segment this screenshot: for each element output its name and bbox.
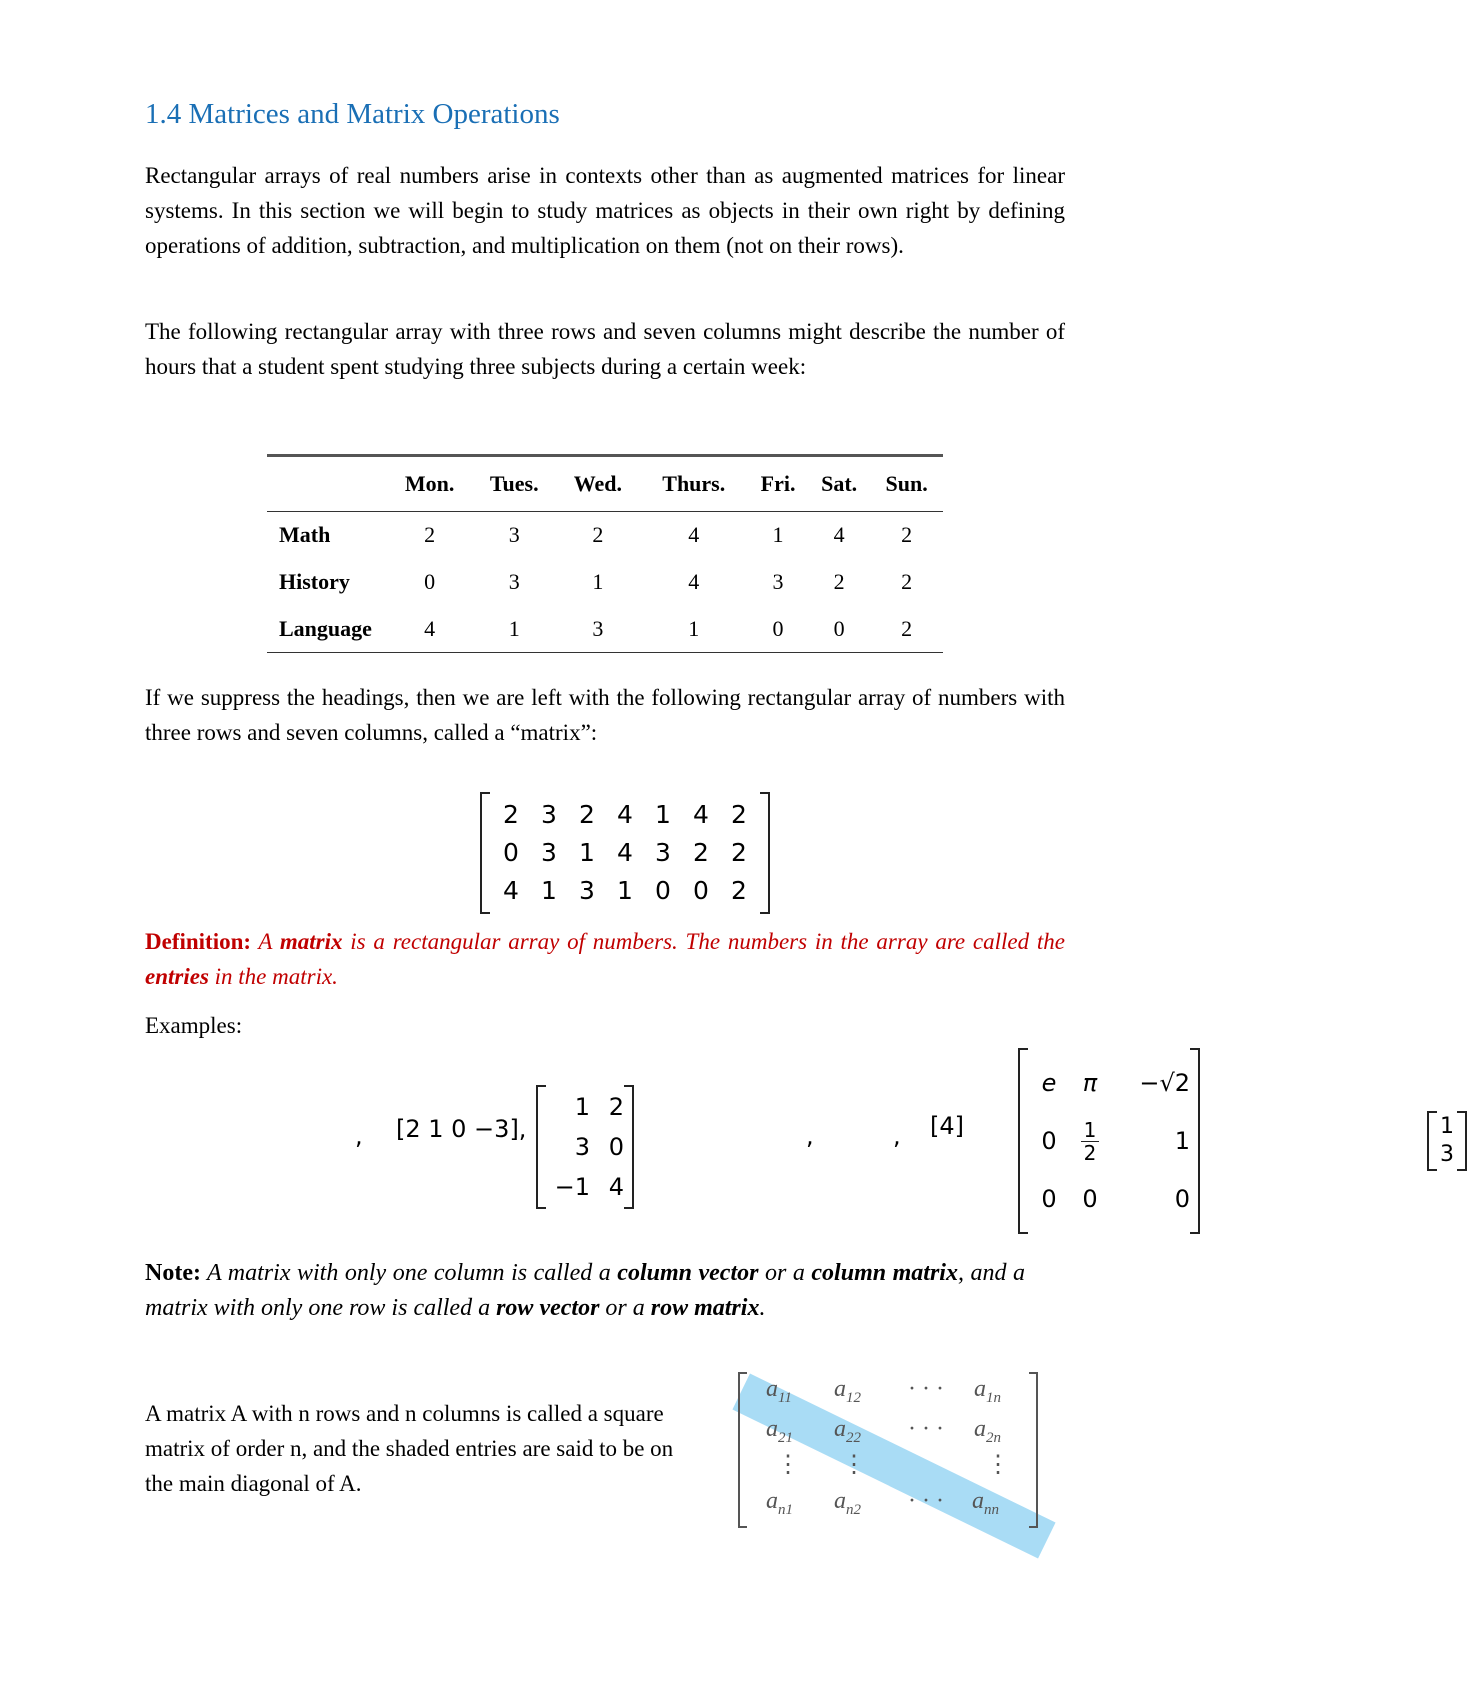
matrix-entry: 0	[655, 876, 671, 905]
matrix-entry: 3	[541, 838, 557, 867]
entry-a22: $a_{22}$	[834, 1416, 861, 1446]
table-row	[267, 606, 943, 653]
table-cell: 0	[833, 615, 845, 641]
table-cell: 2	[901, 522, 913, 548]
matrix-entry: 1	[617, 876, 633, 905]
matrix-entry: 2	[731, 800, 747, 829]
table-cell: 1	[592, 569, 604, 594]
table-cell: 2	[592, 522, 604, 548]
example-row-matrix: [2 1 0 −3],	[396, 1115, 527, 1143]
definition-label: Definition:	[145, 929, 252, 954]
term-matrix: matrix	[279, 929, 343, 954]
dots-v: ⋮	[776, 1452, 800, 1478]
hours-matrix	[480, 792, 770, 914]
table-cell: 1	[688, 615, 700, 641]
entry-an1: $a_{n1}$	[766, 1488, 793, 1518]
example-scalar-matrix: [4]	[930, 1112, 964, 1140]
study-hours-table	[267, 454, 943, 653]
col-header: Tues.	[489, 471, 539, 496]
table-cell: 2	[901, 569, 913, 594]
matrix-entry: 2	[503, 800, 519, 829]
fraction-one-half: $\frac{1}{2}$	[1070, 1112, 1110, 1170]
note-paragraph: Note: A matrix with only one column is called a column vector or a column matrix, and a matrix with only one row is called a row vector or a row matrix.	[145, 1260, 1026, 1321]
square-matrix-paragraph: A matrix A with n rows and n columns is called a square matrix of order n, and the shaded entries are said to be on the main diagonal of A.	[145, 1401, 674, 1496]
entry-an2: $a_{n2}$	[834, 1488, 861, 1518]
table-cell: 3	[592, 615, 604, 641]
col-header: Sat.	[821, 471, 858, 496]
section-heading: 1.4 Matrices and Matrix Operations	[145, 98, 560, 130]
matrix-entry: 2	[693, 838, 709, 867]
example-column-matrix: 1 3	[1427, 1111, 1467, 1171]
table-row	[267, 559, 943, 606]
table-cell: 4	[688, 522, 700, 548]
entry-a2n: $a_{2n}$	[974, 1416, 1001, 1446]
dots-v: ⋮	[842, 1452, 866, 1478]
matrix-entry: 1	[541, 876, 557, 905]
matrix-entry: 0	[693, 876, 709, 905]
col-header: Thurs.	[662, 471, 726, 496]
row-label: Language	[279, 615, 372, 641]
col-header: Mon.	[404, 471, 455, 496]
table-cell: 4	[833, 522, 845, 548]
term-entries: entries	[145, 964, 209, 989]
col-header: Wed.	[573, 471, 623, 496]
table-cell: 1	[772, 522, 784, 548]
note-label: Note:	[145, 1260, 201, 1286]
matrix-entry: 2	[579, 800, 595, 829]
example-matrix-3x3: e π −√2 0 $\frac{1}{2}$ 1 0 0 0	[1018, 1048, 1200, 1234]
entry-a21: $a_{21}$	[766, 1416, 793, 1446]
separator-comma: ,	[806, 1122, 814, 1150]
table-cell: 3	[508, 522, 520, 548]
matrix-entry: 3	[541, 800, 557, 829]
matrix-entry: 1	[655, 800, 671, 829]
table-row	[267, 512, 943, 559]
separator-comma: ,	[355, 1122, 363, 1150]
matrix-entry: 4	[617, 838, 633, 867]
table-cell: 3	[508, 569, 520, 594]
matrix-intro-paragraph: If we suppress the headings, then we are left with the following rectangular array of numbers with three rows and seven columns, called a “matrix”:	[145, 685, 1065, 745]
entry-a12: $a_{12}$	[834, 1376, 861, 1406]
examples-label: Examples:	[145, 1013, 243, 1038]
example-matrix-3x2: 1 2 3 0 −1 4	[536, 1085, 634, 1209]
square-matrix-figure	[738, 1372, 1038, 1528]
dots-h: · · ·	[908, 1376, 944, 1402]
matrix-entry: 1	[579, 838, 595, 867]
dots-h: · · ·	[908, 1416, 944, 1442]
table-cell: 4	[424, 615, 436, 641]
matrix-entry: 3	[579, 876, 595, 905]
dots-h: · · ·	[908, 1488, 944, 1514]
matrix-entry: 2	[731, 838, 747, 867]
intro-paragraph: Rectangular arrays of real numbers arise in contexts other than as augmented matrices for linear systems. In this section we will begin to study matrices as objects in their own right by defining operations of addition, subtraction, and multiplication on them (not on their rows).	[145, 163, 1065, 258]
table-cell: 0	[772, 615, 784, 641]
entry-ann: $a_{nn}$	[972, 1488, 999, 1518]
dots-v: ⋮	[986, 1452, 1010, 1478]
matrix-entry: 4	[503, 876, 519, 905]
table-cell: 0	[424, 569, 436, 594]
entry-a11: $a_{11}$	[766, 1376, 792, 1406]
table-cell: 2	[424, 522, 436, 548]
matrix-entry: 4	[617, 800, 633, 829]
table-cell: 4	[688, 569, 700, 594]
entry-a1n: $a_{1n}$	[974, 1376, 1001, 1406]
col-header: Sun.	[885, 471, 928, 496]
row-label: History	[279, 569, 350, 594]
table-intro-paragraph: The following rectangular array with three rows and seven columns might describe the number of hours that a student spent studying three subjects during a certain week:	[145, 319, 1065, 379]
table-cell: 2	[833, 569, 845, 594]
table-cell: 1	[508, 615, 520, 641]
table-cell: 2	[901, 615, 913, 641]
matrix-entry: 4	[693, 800, 709, 829]
table-header-row	[267, 456, 943, 512]
matrix-entry: 0	[503, 838, 519, 867]
table-cell: 3	[772, 569, 784, 594]
definition-paragraph: Definition: A matrix is a rectangular array of numbers. The numbers in the array are called the entries in the matrix.	[145, 929, 1065, 989]
matrix-entry: 3	[655, 838, 671, 867]
row-label: Math	[279, 522, 331, 548]
matrix-entry: 2	[731, 876, 747, 905]
col-header: Fri.	[760, 471, 796, 496]
separator-comma: ,	[893, 1122, 901, 1150]
